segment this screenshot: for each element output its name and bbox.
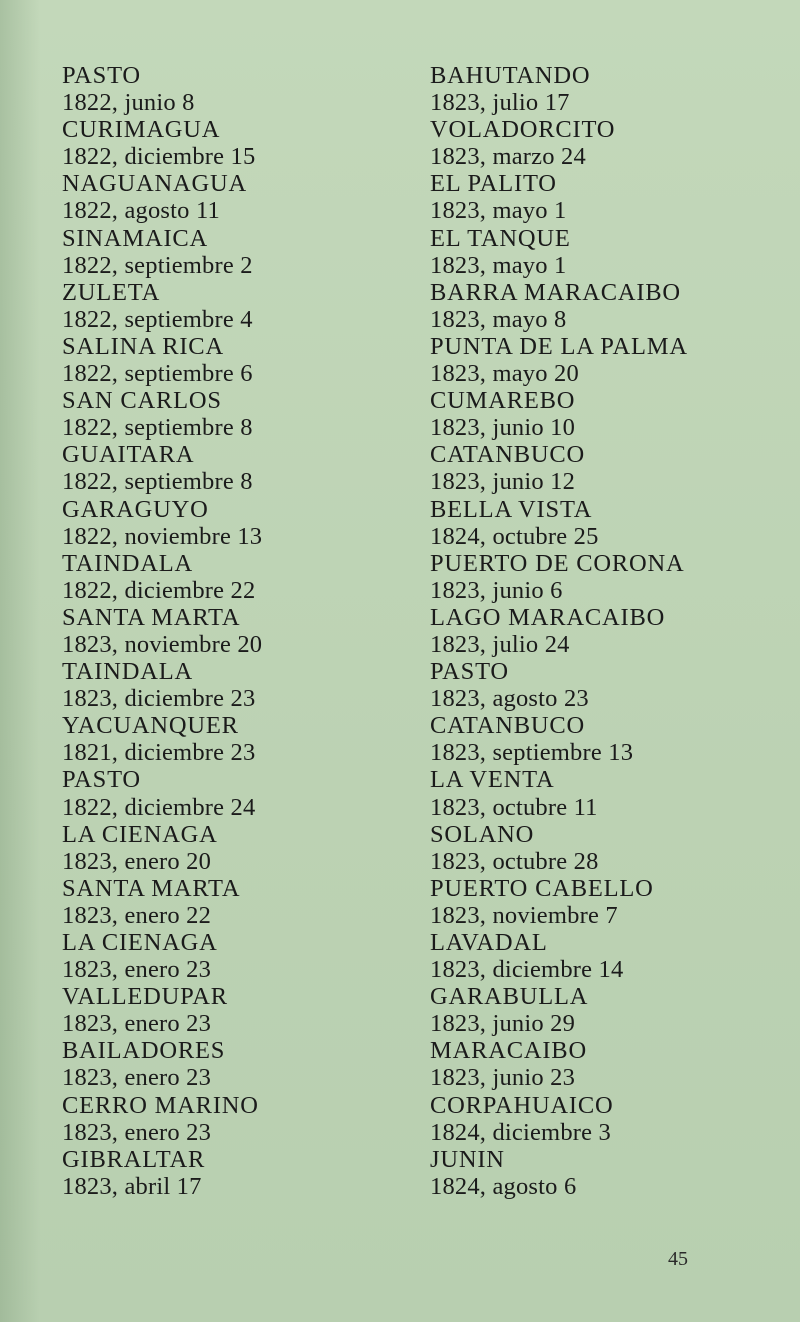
battle-date: 1822, noviembre 13 <box>62 522 263 550</box>
battle-entry <box>62 712 262 766</box>
battle-entry <box>62 441 262 495</box>
battle-date: 1822, diciembre 24 <box>62 793 256 821</box>
battle-entry <box>430 550 688 604</box>
battle-place: TAINDALA <box>62 658 193 686</box>
battle-entry <box>430 387 688 441</box>
battle-place: LA CIENAGA <box>62 820 218 848</box>
battle-entry <box>62 766 262 820</box>
battle-place: BARRA MARACAIBO <box>430 278 681 306</box>
battle-place: SANTA MARTA <box>62 874 241 902</box>
battle-date: 1823, septiembre 13 <box>430 739 634 767</box>
battle-date: 1823, junio 29 <box>430 1010 576 1038</box>
battle-place: YACUANQUER <box>62 712 239 740</box>
battle-place: PASTO <box>430 658 509 686</box>
battle-place: LAVADAL <box>430 929 548 956</box>
battle-date: 1823, noviembre 7 <box>430 901 618 929</box>
battle-entry <box>62 1146 262 1200</box>
battle-entry <box>62 333 262 387</box>
battle-date: 1822, septiembre 8 <box>62 414 253 442</box>
battle-entry <box>430 875 688 929</box>
battle-place: SAN CARLOS <box>62 387 222 415</box>
battle-place: ZULETA <box>62 278 161 306</box>
battle-place: CATANBUCO <box>430 712 585 740</box>
battle-entry <box>62 225 262 279</box>
battle-date: 1823, noviembre 20 <box>62 630 263 658</box>
battle-date: 1823, julio 24 <box>430 630 570 658</box>
battle-entry <box>430 170 688 224</box>
battle-entry <box>62 929 262 983</box>
battle-place: CUMAREBO <box>430 387 576 415</box>
battle-entry <box>430 1092 688 1146</box>
battle-date: 1823, enero 23 <box>62 1010 212 1038</box>
battle-date: 1822, septiembre 8 <box>62 468 253 496</box>
battle-entry <box>430 658 688 712</box>
battle-place: GARAGUYO <box>62 495 209 523</box>
battle-entry <box>430 604 688 658</box>
battle-date: 1823, abril 17 <box>62 1172 202 1200</box>
battle-date: 1823, junio 12 <box>430 468 576 496</box>
battle-entry <box>62 821 262 875</box>
battle-place: PUERTO CABELLO <box>430 874 654 902</box>
battle-place: PUNTA DE LA PALMA <box>430 332 688 360</box>
right-column <box>430 62 688 1200</box>
battle-entry <box>430 983 688 1037</box>
battle-date: 1823, mayo 1 <box>430 251 567 279</box>
battle-date: 1822, septiembre 6 <box>62 360 253 388</box>
battle-date: 1823, diciembre 14 <box>430 956 624 984</box>
battle-date: 1823, agosto 23 <box>430 685 589 713</box>
battle-place: TAINDALA <box>62 549 193 577</box>
battle-date: 1824, diciembre 3 <box>430 1118 611 1146</box>
battle-date: 1824, agosto 6 <box>430 1172 577 1200</box>
battle-entry <box>430 929 688 983</box>
battle-entry <box>430 441 688 495</box>
battle-date: 1823, junio 10 <box>430 414 576 442</box>
battle-entry <box>62 550 262 604</box>
battle-place: SOLANO <box>430 820 535 848</box>
battle-place: EL PALITO <box>430 170 557 198</box>
battle-place: BELLA VISTA <box>430 495 593 523</box>
battle-place: VALLEDUPAR <box>62 983 228 1011</box>
battle-date: 1822, septiembre 4 <box>62 305 253 333</box>
battle-entry <box>62 1037 262 1091</box>
battle-place: SALINA RICA <box>62 332 224 360</box>
battle-place: CORPAHUAICO <box>430 1091 614 1119</box>
page-number: 45 <box>668 1248 688 1270</box>
battle-date: 1823, junio 6 <box>430 576 563 604</box>
battle-entry <box>62 116 262 170</box>
battle-place: BAHUTANDO <box>430 62 591 89</box>
battle-entry <box>430 1146 688 1200</box>
battle-entry <box>62 62 262 116</box>
battle-date: 1823, enero 22 <box>62 901 212 929</box>
battle-entry <box>62 983 262 1037</box>
battle-date: 1824, octubre 25 <box>430 522 599 550</box>
battle-date: 1823, marzo 24 <box>430 143 586 171</box>
battle-entry <box>62 387 262 441</box>
battle-entry <box>62 279 262 333</box>
battle-place: BAILADORES <box>62 1037 226 1065</box>
battle-date: 1822, diciembre 22 <box>62 576 256 604</box>
battle-place: GUAITARA <box>62 441 195 469</box>
battle-entry <box>430 821 688 875</box>
battle-date: 1823, enero 23 <box>62 1064 212 1092</box>
battle-date: 1823, enero 20 <box>62 847 212 875</box>
battle-date: 1823, mayo 20 <box>430 360 579 388</box>
battle-entry <box>430 279 688 333</box>
battle-entry <box>62 170 262 224</box>
battle-date: 1822, septiembre 2 <box>62 251 253 279</box>
battle-entry <box>430 225 688 279</box>
battle-entry <box>430 116 688 170</box>
battle-date: 1823, mayo 1 <box>430 197 567 225</box>
battle-date: 1822, agosto 11 <box>62 197 220 225</box>
battle-place: JUNIN <box>430 1145 505 1173</box>
battle-entry <box>430 62 688 116</box>
battle-place: LA CIENAGA <box>62 929 218 956</box>
battle-place: SANTA MARTA <box>62 603 241 631</box>
battle-place: CURIMAGUA <box>62 116 221 144</box>
battle-entry <box>62 1092 262 1146</box>
battle-place: GARABULLA <box>430 983 589 1011</box>
battle-date: 1821, diciembre 23 <box>62 739 256 767</box>
battle-entry <box>430 712 688 766</box>
battle-date: 1823, diciembre 23 <box>62 685 256 713</box>
battle-date: 1822, junio 8 <box>62 89 195 117</box>
battle-place: PUERTO DE CORONA <box>430 549 685 577</box>
battle-place: PASTO <box>62 62 141 89</box>
battle-place: SINAMAICA <box>62 224 209 252</box>
battle-place: LAGO MARACAIBO <box>430 603 666 631</box>
battle-entry <box>430 496 688 550</box>
battle-place: NAGUANAGUA <box>62 170 247 198</box>
battle-place: VOLADORCITO <box>430 116 616 144</box>
battle-entry <box>430 333 688 387</box>
battle-place: CATANBUCO <box>430 441 585 469</box>
battle-place: LA VENTA <box>430 766 555 794</box>
battle-entry <box>62 875 262 929</box>
battle-date: 1823, junio 23 <box>430 1064 576 1092</box>
battle-date: 1822, diciembre 15 <box>62 143 256 171</box>
battle-date: 1823, octubre 28 <box>430 847 599 875</box>
battle-place: EL TANQUE <box>430 224 571 252</box>
battle-date: 1823, octubre 11 <box>430 793 598 821</box>
battle-entry <box>430 766 688 820</box>
battle-date: 1823, julio 17 <box>430 89 570 117</box>
battle-entry <box>62 496 262 550</box>
battle-date: 1823, enero 23 <box>62 1118 212 1146</box>
battle-place: MARACAIBO <box>430 1037 587 1065</box>
battle-place: PASTO <box>62 766 141 794</box>
battle-date: 1823, enero 23 <box>62 956 212 984</box>
battle-date: 1823, mayo 8 <box>430 305 567 333</box>
battle-place: GIBRALTAR <box>62 1145 206 1173</box>
battle-entry <box>62 658 262 712</box>
battle-place: CERRO MARINO <box>62 1091 259 1119</box>
battle-entry <box>430 1037 688 1091</box>
battle-entry <box>62 604 262 658</box>
left-column <box>62 62 262 1200</box>
